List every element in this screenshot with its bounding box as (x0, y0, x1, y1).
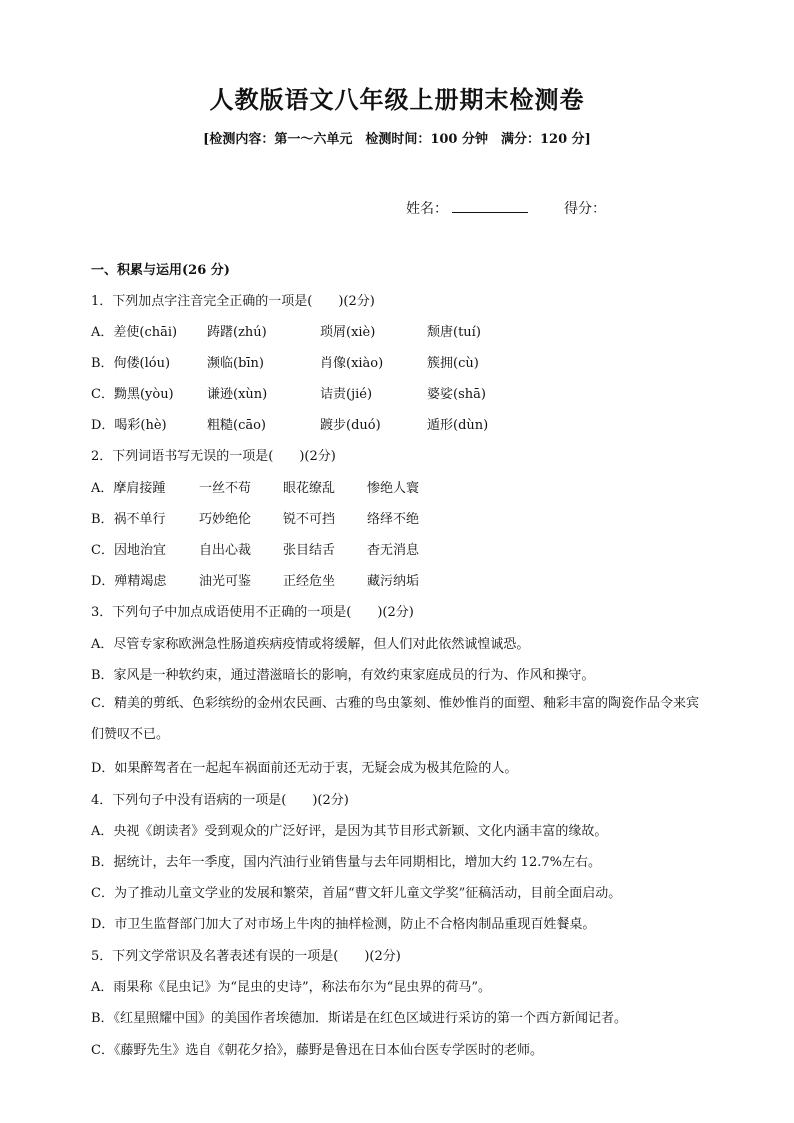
option-item: 正经危坐 (283, 574, 336, 589)
option-item: 簇拥(cù) (427, 356, 479, 371)
option-item: 张目结舌 (283, 543, 336, 558)
option-item: D．喝彩(hè) (91, 418, 167, 433)
option-item: 颓唐(tuí) (427, 325, 481, 340)
option-item: 藏污纳垢 (367, 574, 420, 589)
question-5-stem: 5．下列文学常识及名著表述有误的一项是( )(2分) (91, 949, 401, 964)
question-3-stem: 3．下列句子中加点成语使用不正确的一项是( )(2分) (91, 605, 414, 620)
option-item: 遁形(dùn) (427, 418, 489, 433)
question-2-option-c (91, 539, 419, 558)
question-3-option-d: D．如果醉驾者在一起起车祸面前还无动于衷，无疑会成为极其危险的人。 (91, 761, 518, 776)
option-item: B．佝偻(lóu) (91, 356, 171, 371)
question-4-option-d: D．市卫生监督部门加大了对市场上牛肉的抽样检测，防止不合格肉制品重现百姓餐桌。 (91, 917, 596, 932)
option-item: 踱步(duó) (320, 418, 381, 433)
option-item: 粗糙(cāo) (207, 418, 267, 433)
question-1-option-d (91, 414, 488, 433)
option-item: 谦逊(xùn) (207, 387, 268, 402)
name-score-line (406, 196, 606, 218)
option-item: 婆娑(shā) (427, 387, 486, 402)
question-5-option-a: A．雨果称《昆虫记》为“昆虫的史诗”，称法布尔为“昆虫界的荷马”。 (91, 980, 491, 995)
question-2-option-b (91, 508, 419, 527)
question-2-option-a (91, 477, 419, 496)
option-item: 踌躇(zhú) (207, 325, 267, 340)
option-item: B．祸不单行 (91, 512, 166, 527)
option-item: 眼花缭乱 (283, 481, 336, 496)
question-5-option-b: B．《红星照耀中国》的美国作者埃德加．斯诺是在红色区域进行采访的第一个西方新闻记者。 (91, 1011, 628, 1026)
option-item: 一丝不苟 (199, 481, 252, 496)
name-blank[interactable] (452, 196, 528, 213)
option-item: A．差使(chāi) (91, 325, 178, 340)
question-3-option-b: B．家风是一种软约束，通过潜滋暗长的影响，有效约束家庭成员的行为、作风和操守。 (91, 668, 595, 683)
option-item: 自出心裁 (199, 543, 252, 558)
section-heading: 一、积累与运用(26 分) (91, 263, 230, 278)
question-4-option-c: C．为了推动儿童文学业的发展和繁荣，首届“曹文轩儿童文学奖”征稿活动，目前全面启动。 (91, 886, 622, 901)
option-item: 络绎不绝 (367, 512, 420, 527)
option-item: C．因地治宜 (91, 543, 166, 558)
option-item: 杳无消息 (367, 543, 420, 558)
option-item: C．黝黑(yòu) (91, 387, 174, 402)
question-2-option-d (91, 570, 419, 589)
option-item: D．殚精竭虑 (91, 574, 167, 589)
option-item: 濒临(bīn) (207, 356, 264, 371)
option-item: 诘责(jié) (320, 387, 373, 402)
question-1-option-b (91, 352, 479, 371)
question-5-option-c: C．《藤野先生》选自《朝花夕拾》，藤野是鲁迅在日本仙台医专学医时的老师。 (91, 1043, 543, 1058)
question-4-stem: 4．下列句子中没有语病的一项是( )(2分) (91, 793, 349, 808)
question-2-stem: 2．下列词语书写无误的一项是( )(2分) (91, 449, 336, 464)
option-item: A．摩肩接踵 (91, 481, 166, 496)
question-1-stem: 1．下列加点字注音完全正确的一项是( )(2分) (91, 294, 375, 309)
option-item: 琐屑(xiè) (320, 325, 376, 340)
option-item: 肖像(xiào) (320, 356, 384, 371)
exam-info: [检测内容：第一～六单元 检测时间：100 分钟 满分：120 分] (203, 132, 591, 147)
question-3-option-c: C．精美的剪纸、色彩缤纷的金州农民画、古雅的鸟虫篆刻、惟妙惟肖的面塑、釉彩丰富的陶瓷作品令来宾们赞叹不已。 (91, 696, 699, 742)
question-4-option-b: B．据统计，去年一季度，国内汽油行业销售量与去年同期相比，增加大约 12.7%左右。 (91, 855, 601, 870)
option-item: 惨绝人寰 (367, 481, 420, 496)
option-item: 巧妙绝伦 (199, 512, 252, 527)
option-item: 油光可鉴 (199, 574, 252, 589)
page-title: 人教版语文八年级上册期末检测卷 (209, 85, 585, 114)
option-item: 锐不可挡 (283, 512, 336, 527)
score-label: 得分： (564, 201, 606, 217)
name-label: 姓名： (406, 201, 448, 217)
question-3-option-a: A．尽管专家称欧洲急性肠道疾病疫情或将缓解，但人们对此依然诚惶诚恐。 (91, 637, 530, 652)
question-1-option-c (91, 383, 486, 402)
question-4-option-a: A．央视《朗读者》受到观众的广泛好评，是因为其节目形式新颖、文化内涵丰富的缘故。 (91, 824, 608, 839)
question-1-option-a (91, 321, 481, 340)
